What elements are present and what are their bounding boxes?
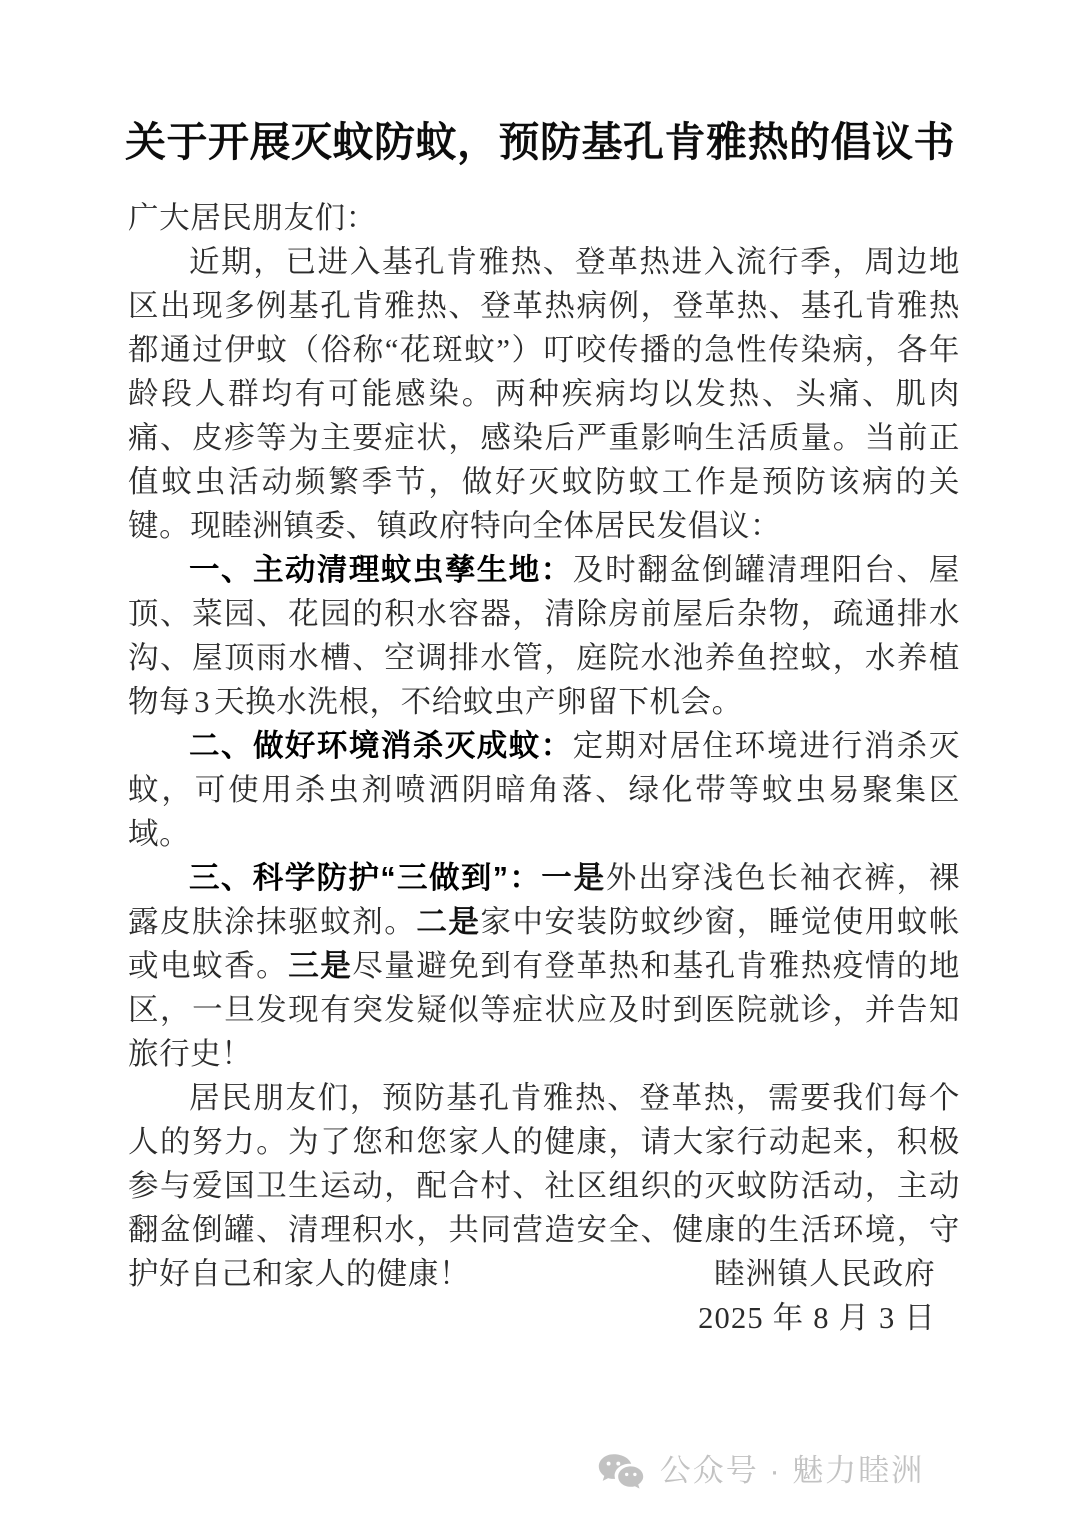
section-two-text: 定期对居住环境进行消杀灭蚊，可使用杀虫剂喷洒阴暗角落、绿化带等蚊虫易聚集区域。 (128, 729, 960, 851)
section-three-heading: 三、科学防护“三做到”： (189, 861, 542, 895)
section-one-heading: 一、主动清理蚊虫孳生地： (189, 553, 573, 587)
section-three-item-three-text: 尽量避免到有登革热和基孔肯雅热疫情的地区，一旦发现有突发疑似等症状应及时到医院就诊，并告知旅行史！ (128, 949, 961, 1071)
section-three-item-one-label: 一是 (541, 861, 606, 895)
salutation: 广大居民朋友们： (128, 201, 377, 235)
signature-date: 2025 年 8 月 3 日 (698, 1301, 936, 1335)
footer-inner (598, 1452, 925, 1490)
section-three-item-three-label: 三是 (288, 949, 353, 983)
wechat-icon (598, 1452, 644, 1490)
section-one-text-b: 天换水洗根，不给蚊虫产卵留下机会。 (214, 685, 743, 719)
section-one-number: 3 (194, 685, 211, 719)
section-three-item-two-text: 家中安装防蚊纱窗，睡觉使用蚊帐或电蚊香。 (128, 905, 961, 983)
paragraph-section-one (128, 548, 960, 724)
section-three-item-two-label: 二是 (416, 905, 481, 939)
section-two-heading: 二、做好环境消杀灭成蚊： (189, 729, 573, 763)
paragraph-section-three (128, 856, 960, 1076)
paragraph-section-two (128, 724, 960, 856)
document-body (128, 196, 960, 1296)
paragraph-closing: 居民朋友们，预防基孔肯雅热、登革热，需要我们每个人的努力。为了您和您家人的健康，请大家行动起来，积极参与爱国卫生运动，配合村、社区组织的灭蚊防活动，主动翻盆倒罐、清理积水，共同营造安全、健康的生活环境，守护好自己和家人的健康！ (128, 1081, 960, 1291)
section-three-item-one-text: 外出穿浅色长袖衣裤，裸露皮肤涂抹驱蚊剂。 (128, 861, 960, 939)
signature-block (128, 1252, 960, 1340)
page-title: 关于开展灭蚊防蚊，预防基孔肯雅热的倡议书 (125, 119, 955, 166)
signature-organization: 睦洲镇人民政府 (714, 1257, 936, 1291)
footer-watermark (0, 1452, 1080, 1490)
paragraph-intro: 近期，已进入基孔肯雅热、登革热进入流行季，周边地区出现多例基孔肯雅热、登革热病例，登革热、基孔肯雅热都通过伊蚊（俗称“花斑蚊”）叮咬传播的急性传染病，各年龄段人群均有可能感染。两种疾病均以发热、头痛、肌肉痛、皮疹等为主要症状，感染后严重影响生活质量。当前正值蚊虫活动频繁季节，做好灭蚊防蚊工作是预防该病的关键。现睦洲镇委、镇政府特向全体居民发倡议： (128, 245, 960, 543)
footer-label: 公众号 · 魅力睦洲 (659, 1453, 925, 1488)
section-one-text-a: 及时翻盆倒罐清理阳台、屋顶、菜园、花园的积水容器，清除房前屋后杂物，疏通排水沟、屋顶雨水槽、空调排水管，庭院水池养鱼控蚊，水养植物每 (128, 553, 960, 719)
